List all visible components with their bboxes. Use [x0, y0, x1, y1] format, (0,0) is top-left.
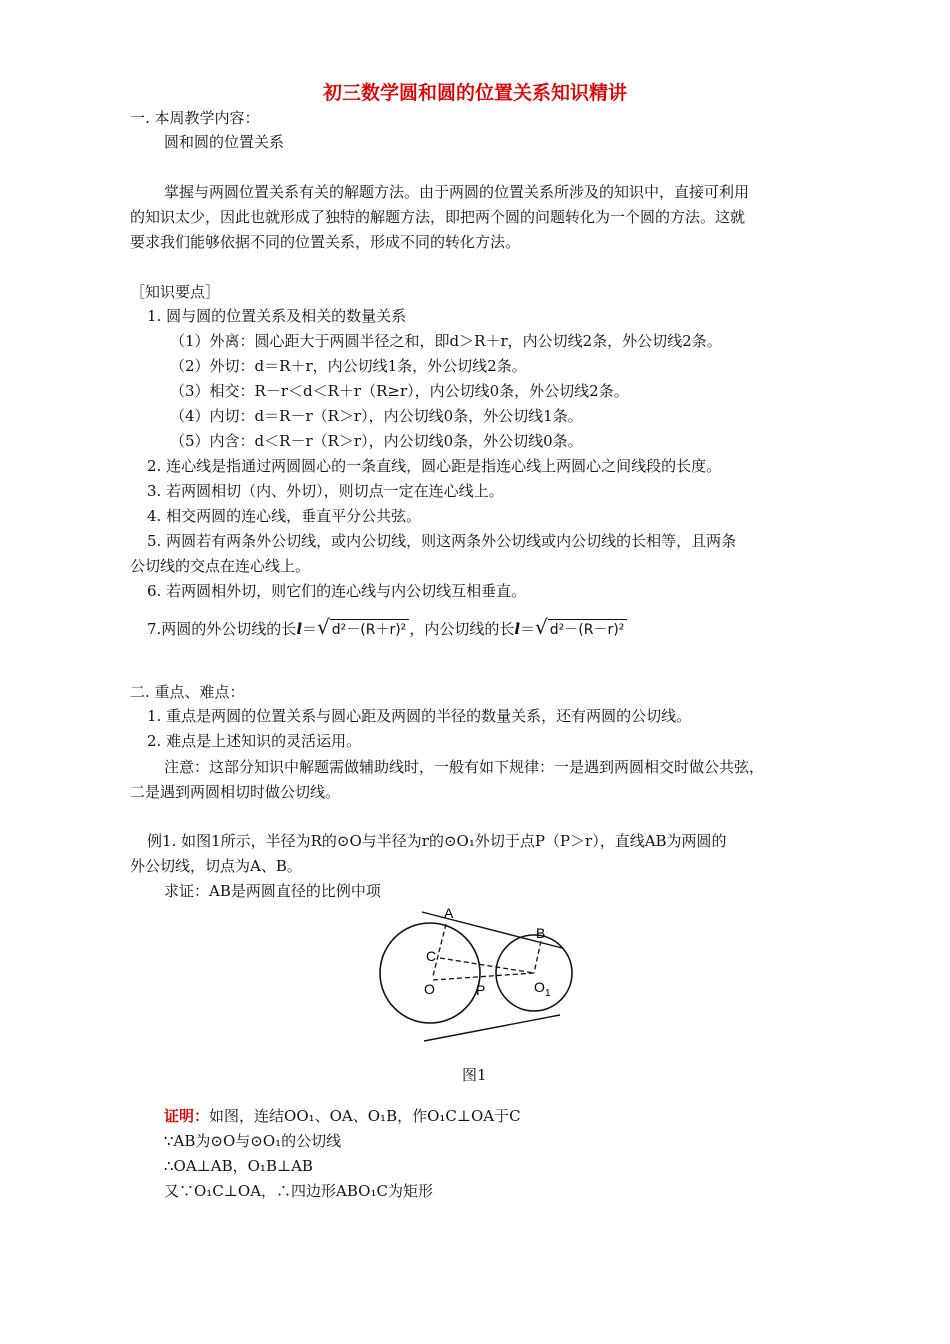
- formula-eq-inner: ＝: [520, 620, 536, 638]
- sqrt-symbol-icon: √: [535, 615, 548, 639]
- note-line-2: 二是遇到两圆相切时做公切线。: [130, 783, 341, 801]
- label-o1-subscript: 1: [545, 988, 551, 999]
- page-title: 初三数学圆和圆的位置关系知识精讲: [322, 82, 627, 104]
- key-point-1: 1. 重点是两圆的位置关系与圆心距及两圆的半径的数量关系，还有两圆的公切线。: [147, 707, 692, 725]
- formula-prefix: 7.两圆的外公切线的长: [147, 620, 297, 638]
- segment-oo1: [433, 973, 534, 980]
- label-b: B: [536, 925, 546, 941]
- proof-line-3: ∴OA⊥AB，O₁B⊥AB: [164, 1157, 313, 1175]
- section1-topic: 圆和圆的位置关系: [164, 133, 285, 151]
- label-c: C: [426, 948, 437, 964]
- tangent-line-lower: [424, 1015, 560, 1041]
- sqrt-symbol-icon: √: [317, 615, 330, 639]
- segment-o1c: [440, 958, 534, 973]
- intro-line-1: 掌握与两圆位置关系有关的解题方法。由于两圆的位置关系所涉及的知识中，直接可利用: [164, 183, 750, 201]
- segment-o1b: [534, 941, 541, 973]
- label-o: O: [424, 981, 435, 997]
- label-p: P: [476, 982, 486, 998]
- formula-mid: ，内公切线的长: [409, 620, 515, 638]
- case-4: （4）内切：d＝R－r（R＞r），内公切线0条，外公切线1条。: [170, 407, 583, 425]
- intro-line-2: 的知识太少，因此也就形成了独特的解题方法，即把两个圆的问题转化为一个圆的方法。这就: [130, 208, 746, 226]
- example-line-2: 外公切线，切点为A、B。: [130, 857, 302, 875]
- case-3: （3）相交：R－r＜d＜R＋r（R≥r），内公切线0条，外公切线2条。: [170, 382, 629, 400]
- example-line-1: 例1. 如图1所示，半径为R的⊙O与半径为r的⊙O₁外切于点P（P＞r），直线AB为两圆的: [147, 832, 727, 850]
- outer-tangent-expr: d²－(R＋r)²: [330, 619, 410, 640]
- proof-line-2: ∵AB为⊙O与⊙O₁的公切线: [164, 1132, 342, 1150]
- big-circle-o: [380, 923, 480, 1023]
- label-o1: O: [534, 979, 545, 995]
- point-4: 4. 相交两圆的连心线，垂直平分公共弦。: [147, 507, 422, 525]
- formula-eq-outer: ＝: [302, 620, 318, 638]
- note-line-1: 注意：这部分知识中解题需做辅助线时，一般有如下规律：一是遇到两圆相交时做公共弦，: [164, 758, 765, 776]
- case-5: （5）内含：d＜R－r（R＞r），内公切线0条，外公切线0条。: [170, 432, 583, 450]
- points-heading: ［知识要点］: [130, 283, 221, 301]
- point-6: 6. 若两圆相外切，则它们的连心线与内公切线互相垂直。: [147, 582, 527, 600]
- point-2: 2. 连心线是指通过两圆圆心的一条直线，圆心距是指连心线上两圆心之间线段的长度。: [147, 457, 722, 475]
- section2-heading: 二. 重点、难点：: [130, 683, 245, 701]
- inner-tangent-expr: d²－(R－r)²: [548, 619, 628, 640]
- formula-var-outer: l: [296, 620, 303, 638]
- figure-caption: 图1: [462, 1066, 487, 1084]
- point-5b: 公切线的交点在连心线上。: [130, 557, 311, 575]
- formula-var-inner: l: [514, 620, 521, 638]
- point-1: 1. 圆与圆的位置关系及相关的数量关系: [147, 307, 407, 325]
- point-7-formula: [147, 614, 627, 642]
- proof-label: 证明：: [164, 1107, 210, 1125]
- case-2: （2）外切：d＝R＋r，内公切线1条，外公切线2条。: [170, 357, 527, 375]
- case-1: （1）外离：圆心距大于两圆半径之和，即d＞R＋r，内公切线2条，外公切线2条。: [170, 332, 722, 350]
- key-point-2: 2. 难点是上述知识的灵活运用。: [147, 732, 362, 750]
- label-a: A: [444, 905, 454, 921]
- point-3: 3. 若两圆相切（内、外切），则切点一定在连心线上。: [147, 482, 504, 500]
- example-prove: 求证：AB是两圆直径的比例中项: [164, 882, 381, 900]
- intro-line-3: 要求我们能够依据不同的位置关系，形成不同的转化方法。: [130, 233, 521, 251]
- proof-line-1: [164, 1106, 521, 1126]
- proof-line-4: 又∵O₁C⊥OA，∴四边形ABO₁C为矩形: [164, 1182, 433, 1200]
- proof-line-1-text: 如图，连结OO₁、OA、O₁B，作O₁C⊥OA于C: [209, 1107, 521, 1125]
- point-5a: 5. 两圆若有两条外公切线，或内公切线，则这两条外公切线或内公切线的长相等，且两条: [147, 532, 737, 550]
- figure-1-diagram: [378, 900, 578, 1050]
- section1-heading: 一. 本周教学内容：: [130, 109, 260, 127]
